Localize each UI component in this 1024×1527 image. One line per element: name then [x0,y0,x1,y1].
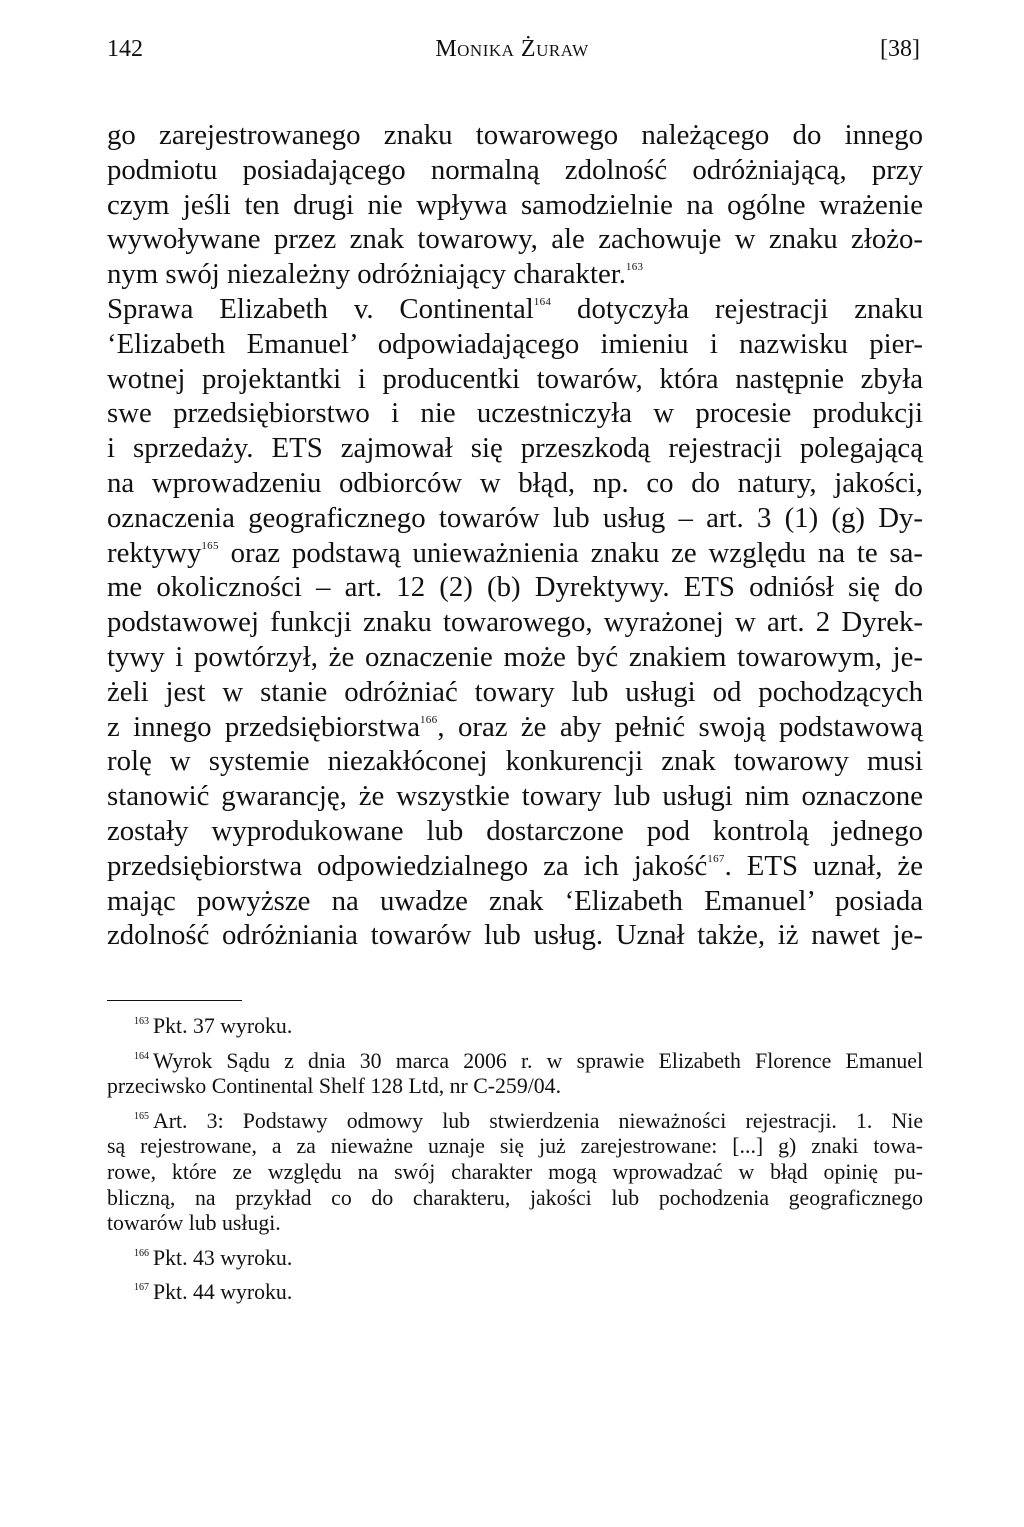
text-line: mając powyższe na uwadze znak ‘Elizabeth Emanuel’ posiada [107,884,923,917]
text-line: zdolność odróżniania towarów lub usług. Uznał także, iż nawet je- [107,919,923,952]
text-line: wywoływane przez znak towarowy, ale zachowuje w znaku złożo- [107,223,923,256]
text-line: rolę w systemie niezakłóconej konkurencji znak towarowy musi [107,745,923,778]
footnote-line: $^{167}$ Pkt. 44 wyroku. [134,1280,293,1305]
footnote-line: są rejestrowane, a za nieważne uznaje się już zarejestrowane: [...] g) znaki towa- [107,1134,923,1159]
text-line: oznaczenia geograficznego towarów lub usług – art. 3 (1) (g) Dy- [107,501,923,534]
footnote-line: $^{164}$ Wyrok Sądu z dnia 30 marca 2006 r. w sprawie Elizabeth Florence Emanuel [134,1048,923,1073]
footnote-164 [107,1049,923,1100]
text-line: podstawowej funkcji znaku towarowego, wyrażonej w art. 2 Dyrek- [107,606,923,639]
footnote-ref: 164 [533,295,552,308]
footnote-163 [107,1014,923,1040]
footnote-line: $^{163}$ Pkt. 37 wyroku. [134,1014,293,1038]
text-line: nym swój niezależny odróżniający charakter.$^{163}$ [107,258,644,291]
text-line: tywy i powtórzył, że oznaczenie może być znakiem towarowym, je- [107,640,923,673]
footnote-ref: 166 [420,713,438,726]
footnote-166 [107,1246,923,1272]
footnote-number: 165 [134,1110,149,1122]
footnote-167 [107,1280,923,1306]
footnote-ref: 163 [625,261,644,274]
footnote-line: bliczną, na przykład co do charakteru, jakości lub pochodzenia geograficznego [107,1185,923,1210]
footnote-number: 163 [134,1016,149,1027]
footnote-line: $^{165}$ Art. 3: Podstawy odmowy lub stwierdzenia nieważności rejestracji. 1. Nie [134,1108,923,1133]
footnote-number: 167 [134,1282,149,1294]
footnote-number: 164 [134,1050,149,1062]
text-line: stanowić gwarancję, że wszystkie towary lub usługi nim oznaczone [107,780,923,813]
footnote-line: $^{166}$ Pkt. 43 wyroku. [134,1245,293,1270]
text-line: podmiotu posiadającego normalną zdolność odróżniającą, przy [107,153,923,186]
text-line: żeli jest w stanie odróżniać towary lub usługi od pochodzących [107,675,923,708]
footnote-separator [107,1000,242,1001]
text-line: zostały wyprodukowane lub dostarczone pod kontrolą jednego [107,814,923,847]
main-text [107,118,923,953]
text-line: czym jeśli ten drugi nie wpływa samodzielnie na ogólne wrażenie [107,188,923,221]
footnote-ref: 167 [707,852,725,865]
section-number: [38] [880,36,920,62]
footnote-165 [107,1109,923,1237]
text-line: wotnej projektantki i producentki towarów, która następnie zbyła [107,362,923,395]
footnote-line: rowe, które ze względu na swój charakter mogą wprowadzać w błąd opinię pu- [107,1159,923,1184]
text-line: Sprawa Elizabeth v. Continental$^{164}$ dotyczyła rejestracji znaku [107,292,923,325]
footnote-ref: 165 [201,539,219,552]
text-line: na wprowadzeniu odbiorców w błąd, np. co do natury, jakości, [107,466,923,499]
text-line: rektywy$^{165}$ oraz podstawą unieważnienia znaku ze względu na te sa- [107,536,923,569]
text-line: ‘Elizabeth Emanuel’ odpowiadającego imieniu i nazwisku pier- [107,327,923,360]
text-line: z innego przedsiębiorstwa$^{166}$, oraz że aby pełnić swoją podstawową [107,710,923,743]
text-line: i sprzedaży. ETS zajmował się przeszkodą rejestracji polegającą [107,432,923,465]
text-line: go zarejestrowanego znaku towarowego należącego do innego [107,119,923,151]
footnote-line: przeciwsko Continental Shelf 128 Ltd, nr C-259/04. [107,1074,562,1099]
footnote-line: towarów lub usługi. [107,1211,281,1236]
text-line: swe przedsiębiorstwo i nie uczestniczyła w procesie produkcji [107,397,923,430]
footnotes [107,1014,923,1306]
running-title: Monika Żuraw [435,36,589,62]
text-line: me okoliczności – art. 12 (2) (b) Dyrektywy. ETS odniósł się do [107,571,923,604]
page-number: 142 [107,36,143,62]
page-header [0,36,1024,76]
footnote-number: 166 [134,1247,149,1259]
text-line: przedsiębiorstwa odpowiedzialnego za ich jakość$^{167}$. ETS uznał, że [107,849,923,882]
